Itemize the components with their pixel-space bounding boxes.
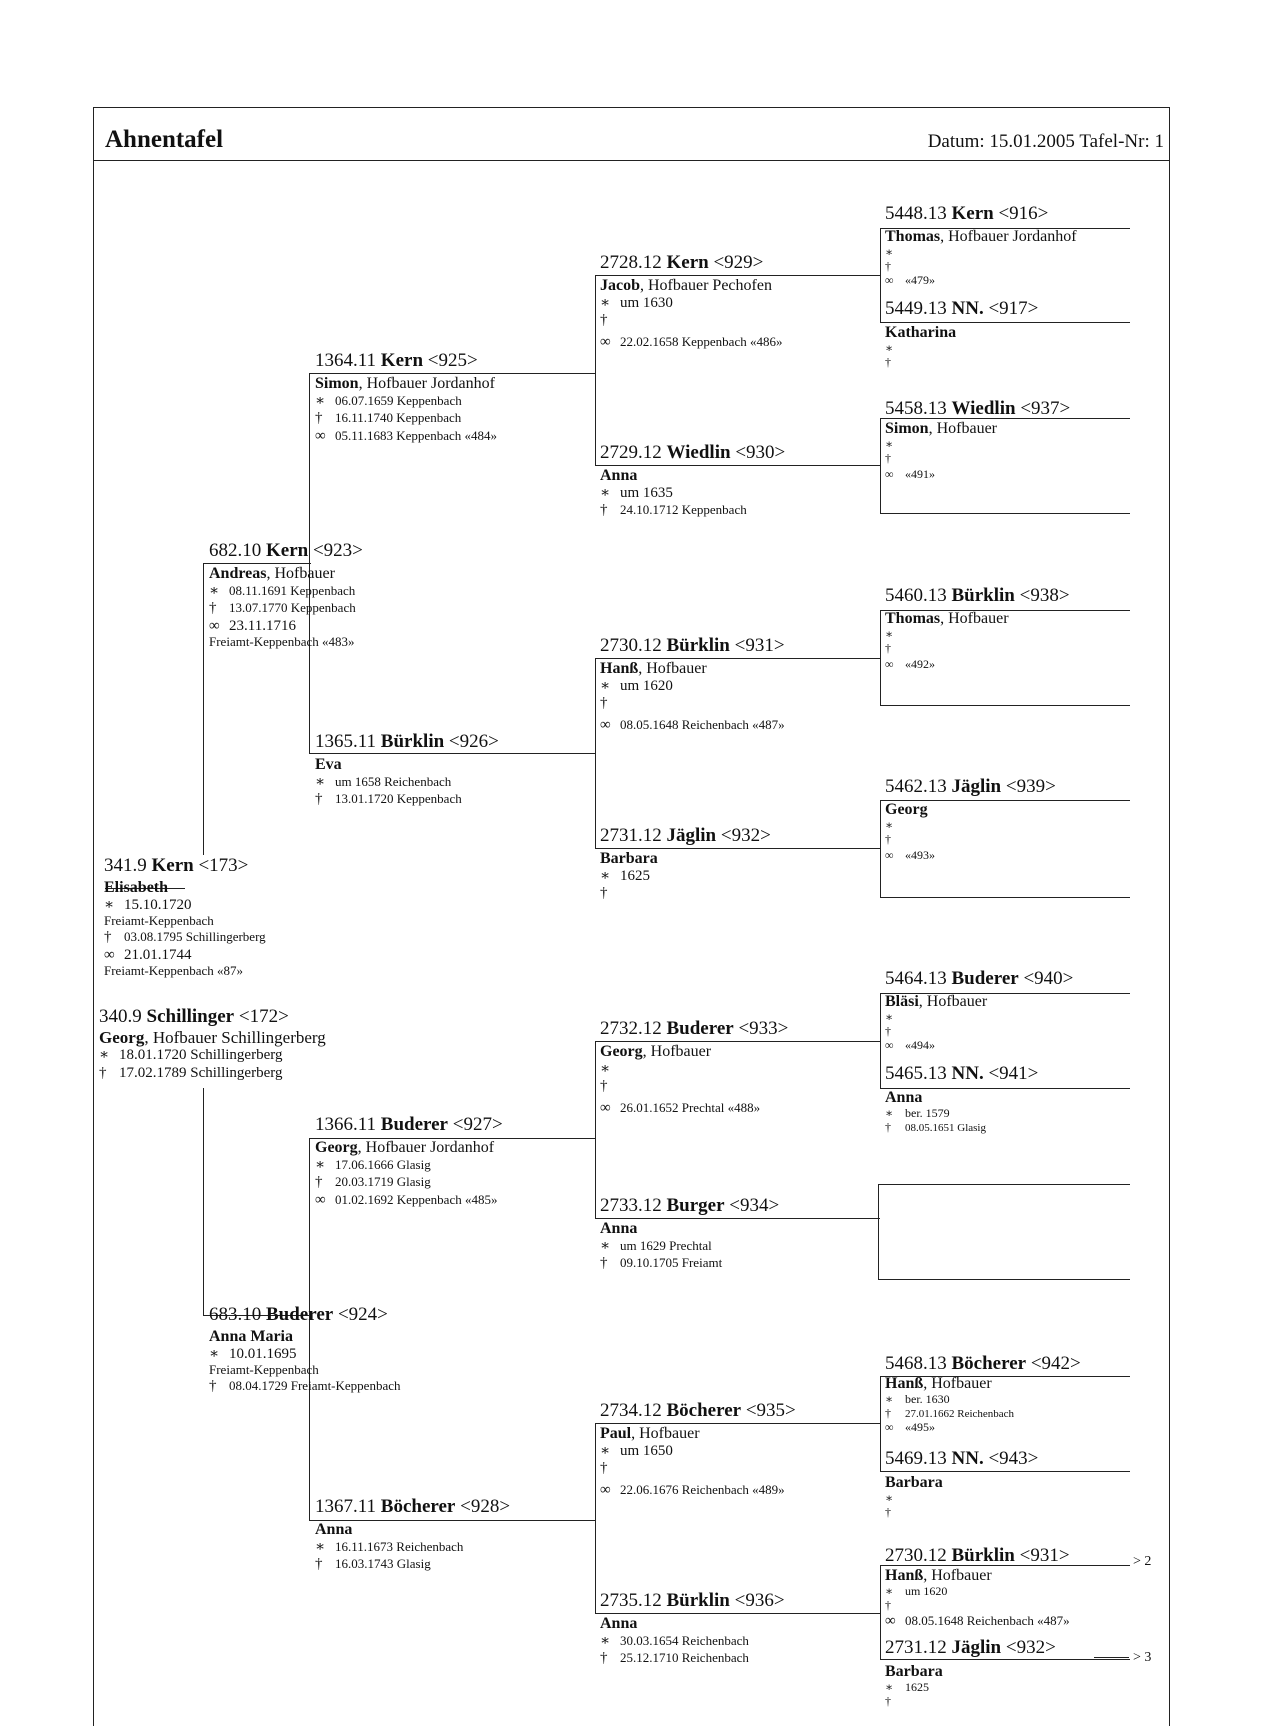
header-divider bbox=[93, 160, 1170, 161]
person-5468-boecherer: 5468.13 Böcherer <942> Hanß, Hofbauer ∗ ber. 1630 † 27.01.1662 Reichenbach ∞ «495» bbox=[885, 1353, 1081, 1434]
person-2729-wiedlin: 2729.12 Wiedlin <930> Anna ∗ um 1635 † 24.10.1712 Keppenbach bbox=[600, 442, 786, 519]
continuation-ref-3: > 3 bbox=[1133, 1650, 1152, 1665]
person-2730-buerklin: 2730.12 Bürklin <931> Hanß, Hofbauer ∗ um 1620 † ∞ 08.05.1648 Reichenbach «487» bbox=[600, 635, 785, 733]
person-5449-nn: 5449.13 NN. <917> Katharina ∗ † bbox=[885, 298, 1039, 370]
person-682-kern: 682.10 Kern <923> Andreas, Hofbauer ∗ 08.11.1691 Keppenbach † 13.07.1770 Keppenbach ∞ 23.11.1716 Freiamt-Keppenbach «483» bbox=[209, 540, 363, 649]
person-2733-burger: 2733.12 Burger <934> Anna ∗ um 1629 Prechtal † 09.10.1705 Freiamt bbox=[600, 1195, 780, 1272]
continuation-ref-2: > 2 bbox=[1133, 1554, 1152, 1569]
person-341-kern: 341.9 Kern <173> Elisabeth ∗ 15.10.1720 Freiamt-Keppenbach † 03.08.1795 Schillingerberg ∞ 21.01.1744 Freiamt-Keppenbach «87» bbox=[104, 855, 266, 978]
person-1365-buerklin: 1365.11 Bürklin <926> Eva ∗ um 1658 Reichenbach † 13.01.1720 Keppenbach bbox=[315, 731, 499, 808]
person-2728-kern: 2728.12 Kern <929> Jacob, Hofbauer Pechofen ∗ um 1630 † ∞ 22.02.1658 Keppenbach «486» bbox=[600, 252, 783, 350]
person-5448-kern: 5448.13 Kern <916> Thomas, Hofbauer Jordanhof ∗ † ∞ «479» bbox=[885, 203, 1077, 287]
person-2732-buderer: 2732.12 Buderer <933> Georg, Hofbauer ∗ † ∞ 26.01.1652 Prechtal «488» bbox=[600, 1018, 789, 1116]
person-5458-wiedlin: 5458.13 Wiedlin <937> Simon, Hofbauer ∗ † ∞ «491» bbox=[885, 398, 1071, 481]
date-table-number: Datum: 15.01.2005 Tafel-Nr: 1 bbox=[927, 131, 1164, 152]
person-5464-buderer: 5464.13 Buderer <940> Bläsi, Hofbauer ∗ † ∞ «494» bbox=[885, 968, 1074, 1052]
person-2730-buerklin-ref: 2730.12 Bürklin <931> Hanß, Hofbauer ∗ um 1620 † ∞ 08.05.1648 Reichenbach «487» bbox=[885, 1545, 1070, 1629]
person-2731-jaeglin: 2731.12 Jäglin <932> Barbara ∗ 1625 † bbox=[600, 825, 771, 902]
person-2734-boecherer: 2734.12 Böcherer <935> Paul, Hofbauer ∗ um 1650 † ∞ 22.06.1676 Reichenbach «489» bbox=[600, 1400, 796, 1498]
person-5460-buerklin: 5460.13 Bürklin <938> Thomas, Hofbauer ∗ † ∞ «492» bbox=[885, 585, 1070, 671]
person-2731-jaeglin-ref: 2731.12 Jäglin <932> Barbara ∗ 1625 † bbox=[885, 1637, 1056, 1709]
person-1366-buderer: 1366.11 Buderer <927> Georg, Hofbauer Jordanhof ∗ 17.06.1666 Glasig † 20.03.1719 Glasig ∞ 01.02.1692 Keppenbach «485» bbox=[315, 1114, 503, 1208]
page-title: Ahnentafel bbox=[105, 126, 224, 153]
person-340-schillinger: 340.9 Schillinger <172> Georg, Hofbauer Schillingerberg ∗ 18.01.1720 Schillingerberg † 17.02.1789 Schillingerberg bbox=[99, 1006, 326, 1081]
person-1367-boecherer: 1367.11 Böcherer <928> Anna ∗ 16.11.1673 Reichenbach † 16.03.1743 Glasig bbox=[315, 1496, 511, 1573]
person-5462-jaeglin: 5462.13 Jäglin <939> Georg ∗ † ∞ «493» bbox=[885, 776, 1056, 862]
person-683-buderer: 683.10 Buderer <924> Anna Maria ∗ 10.01.1695 Freiamt-Keppenbach † 08.04.1729 Freiamt-Keppenbach bbox=[209, 1304, 401, 1395]
person-5469-nn: 5469.13 NN. <943> Barbara ∗ † bbox=[885, 1448, 1039, 1520]
person-1364-kern: 1364.11 Kern <925> Simon, Hofbauer Jordanhof ∗ 06.07.1659 Keppenbach † 16.11.1740 Keppenbach ∞ 05.11.1683 Keppenbach «484» bbox=[315, 350, 497, 444]
person-2735-buerklin: 2735.12 Bürklin <936> Anna ∗ 30.03.1654 Reichenbach † 25.12.1710 Reichenbach bbox=[600, 1590, 785, 1667]
person-5465-nn: 5465.13 NN. <941> Anna ∗ ber. 1579 † 08.05.1651 Glasig bbox=[885, 1063, 1039, 1135]
